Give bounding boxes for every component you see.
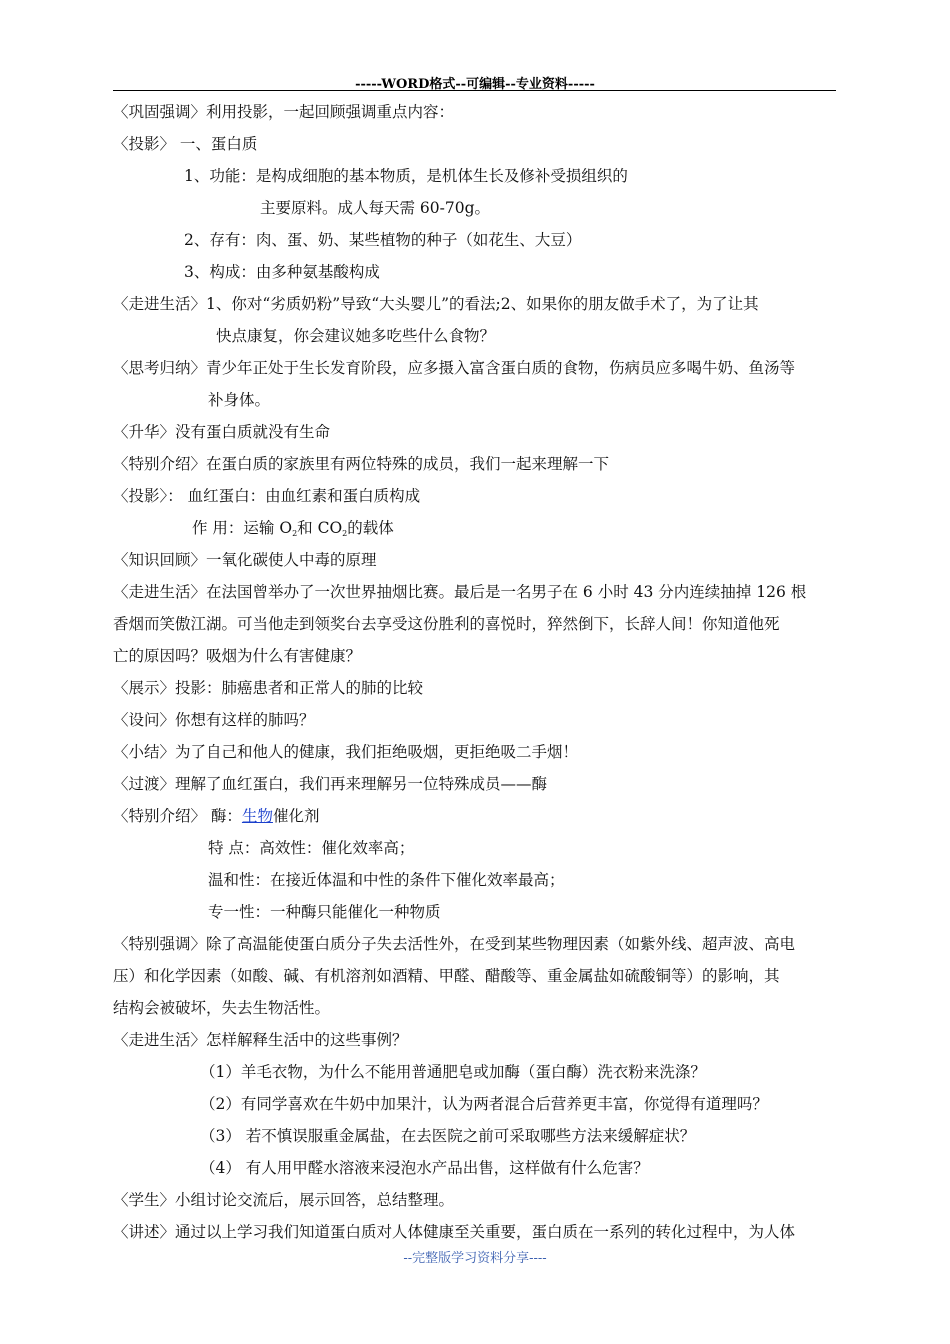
text-line: 〈知识回顾〉一氧化碳使人中毒的原理	[113, 551, 377, 569]
text-fragment: 作 用：运输 O	[192, 519, 293, 537]
text-line: 〈走进生活〉在法国曾举办了一次世界抽烟比赛。最后是一名男子在 6 小时 43 分内连续抽掉 126 根	[113, 583, 807, 601]
subscript: 2	[342, 529, 348, 538]
text-line: 结构会被破坏，失去生物活性。	[113, 999, 331, 1017]
page-header: -----WORD格式--可编辑--专业资料-----	[355, 77, 595, 92]
text-line: 主要原料。成人每天需 60-70g。	[260, 199, 491, 217]
text-line: 〈过渡〉理解了血红蛋白，我们再来理解另一位特殊成员——酶	[113, 775, 548, 793]
text-line: 〈特别强调〉除了高温能使蛋白质分子失去活性外，在受到某些物理因素（如紫外线、超声波、高电	[113, 935, 796, 953]
text-line: 专一性：一种酶只能催化一种物质	[208, 903, 441, 921]
text-line: （3） 若不慎误服重金属盐，在去医院之前可采取哪些方法来缓解症状？	[200, 1127, 696, 1145]
text-line: 香烟而笑傲江湖。可当他走到领奖台去享受这份胜利的喜悦时，猝然倒下，长辞人间！你知道他死	[113, 615, 780, 633]
text-line: 〈走进生活〉1、你对“劣质奶粉”导致“大头婴儿”的看法;2、如果你的朋友做手术了，为了让其	[113, 295, 759, 313]
text-line: 3、构成：由多种氨基酸构成	[184, 263, 380, 281]
text-line: 亡的原因吗？吸烟为什么有害健康？	[113, 647, 362, 665]
text-line: （1）羊毛衣物，为什么不能用普通肥皂或加酶（蛋白酶）洗衣粉来洗涤？	[200, 1063, 706, 1081]
text-fragment: 的载体	[347, 519, 394, 537]
text-line: （4） 有人用甲醛水溶液来浸泡水产品出售，这样做有什么危害？	[200, 1159, 649, 1177]
text-line: 〈升华〉没有蛋白质就没有生命	[113, 423, 331, 441]
text-fragment: 〈特别介绍〉 酶：	[113, 807, 242, 825]
text-line: 〈巩固强调〉利用投影，一起回顾强调重点内容：	[113, 103, 455, 121]
subscript: 2	[292, 529, 298, 538]
text-line: 〈设问〉你想有这样的肺吗？	[113, 711, 315, 729]
page-footer: --完整版学习资料分享----	[403, 1251, 547, 1266]
text-line: 温和性：在接近体温和中性的条件下催化效率最高；	[208, 871, 565, 889]
text-line: 快点康复，你会建议她多吃些什么食物？	[216, 327, 496, 345]
text-line: 压）和化学因素（如酸、碱、有机溶剂如酒精、甲醛、醋酸等、重金属盐如硫酸铜等）的影响，其	[113, 967, 780, 985]
text-line	[192, 518, 394, 544]
text-line: 〈投影〉 一、蛋白质	[113, 135, 258, 153]
header-divider	[113, 90, 836, 91]
text-line: 〈小结〉为了自己和他人的健康，我们拒绝吸烟，更拒绝吸二手烟！	[113, 743, 579, 761]
text-line: 1、功能：是构成细胞的基本物质，是机体生长及修补受损组织的	[184, 167, 628, 185]
text-line: 〈思考归纳〉青少年正处于生长发育阶段，应多摄入富含蛋白质的食物，伤病员应多喝牛奶、鱼汤等	[113, 359, 796, 377]
text-line: 〈走进生活〉怎样解释生活中的这些事例？	[113, 1031, 408, 1049]
text-line: 〈讲述〉通过以上学习我们知道蛋白质对人体健康至关重要，蛋白质在一系列的转化过程中，为人体	[113, 1223, 796, 1241]
text-line: 〈特别介绍〉在蛋白质的家族里有两位特殊的成员，我们一起来理解一下	[113, 455, 610, 473]
text-line: 2、存有：肉、蛋、奶、某些植物的种子（如花生、大豆）	[184, 231, 582, 249]
text-line: 〈展示〉投影：肺癌患者和正常人的肺的比较	[113, 679, 424, 697]
biology-link[interactable]: 生物	[241, 807, 273, 825]
text-line	[113, 806, 319, 826]
text-line: （2）有同学喜欢在牛奶中加果汁，认为两者混合后营养更丰富，你觉得有道理吗？	[200, 1095, 768, 1113]
text-line: 补身体。	[208, 391, 271, 409]
text-line: 〈投影〉： 血红蛋白：由血红素和蛋白质构成	[113, 487, 421, 505]
text-fragment: 催化剂	[272, 807, 320, 825]
text-fragment: 和 CO	[297, 519, 343, 537]
text-line: 特 点：高效性：催化效率高；	[208, 839, 415, 857]
text-line: 〈学生〉小组讨论交流后，展示回答，总结整理。	[113, 1191, 455, 1209]
